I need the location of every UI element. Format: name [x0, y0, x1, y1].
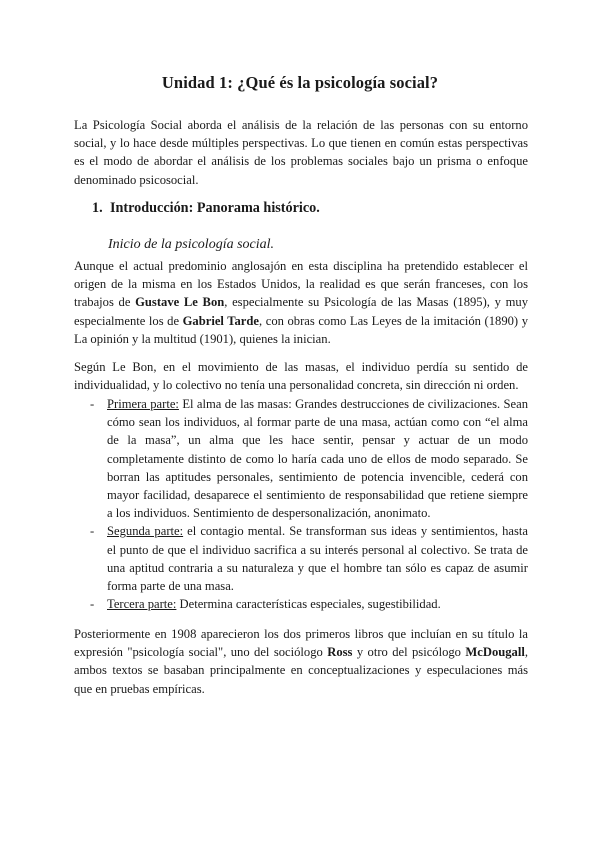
section-title: Introducción: Panorama histórico. [110, 200, 320, 216]
section-heading [92, 200, 320, 217]
author-mcdougall: McDougall [465, 645, 525, 660]
text-run: , especialmente su Psicología de las Masas (1895), y muy especialmente los de [74, 295, 528, 328]
list-dash: - [90, 397, 95, 411]
list-item [90, 595, 528, 613]
author-le-bon: Gustave Le Bon [135, 295, 225, 310]
paragraph-1908-text [74, 625, 528, 698]
part-label: Segunda parte: [107, 524, 184, 539]
section-number: 1. [92, 200, 103, 216]
author-ross: Ross [327, 645, 353, 660]
part-text: Determina características especiales, sugestibilidad. [176, 597, 441, 612]
paragraph-1908 [74, 625, 528, 698]
part-label: Tercera parte: [107, 597, 177, 612]
subsection-heading: Inicio de la psicología social. [108, 237, 275, 252]
text-run: Aunque el actual predominio anglosajón en esta disciplina ha pretendido establecer el origen de la misma en los Estados Unidos, la realidad es que serán franceses, con los trabajos de [74, 259, 528, 310]
intro-paragraph [74, 116, 528, 189]
paragraph-origins-text [74, 257, 528, 348]
text-run: , con obras como Las Leyes de la imitación (1890) y La opinión y la multitud (1901), quienes la inician. [74, 313, 529, 346]
list-dash: - [90, 597, 95, 612]
paragraph-origins [74, 257, 528, 348]
part-text: el contagio mental. Se transforman sus ideas y sentimientos, hasta el punto de que el individuo sacrifica a su interés personal al colectivo. Se trata de una aptitud contraria a su naturaleza y que el hombre tan sólo es capaz de asumir forma parte de una masa. [107, 524, 529, 594]
intro-text: La Psicología Social aborda el análisis de la relación de las personas con su entorno social, y lo hace desde múltiples perspectivas. Lo que tienen en común estas perspectivas es el modo de abordar el análisis de los problemas sociales bajo un prisma o enfoque denominado psicosocial. [74, 118, 528, 187]
list-dash: - [90, 524, 95, 539]
paragraph-le-bon [74, 358, 528, 394]
parts-list [90, 395, 528, 613]
list-item [90, 522, 528, 595]
author-tarde: Gabriel Tarde [182, 313, 259, 328]
page-title: Unidad 1: ¿Qué és la psicología social? [161, 73, 439, 92]
paragraph-le-bon-text: Según Le Bon, en el movimiento de las masas, el individuo perdía su sentido de individualidad, y lo colectivo no tenía una personalidad concreta, sin dirección ni orden. [74, 360, 528, 393]
text-run: Posteriormente en 1908 aparecieron los dos primeros libros que incluían en su título la expresión "psicología social", uno del sociólogo [74, 627, 528, 660]
text-run: y otro del psicólogo [352, 645, 466, 660]
part-label: Primera parte: [107, 397, 179, 411]
text-run: , ambos textos se basaban principalmente en conceptualizaciones y especulaciones más que en pruebas empíricas. [74, 645, 529, 696]
list-item [90, 395, 528, 522]
part-text: El alma de las masas: Grandes destrucciones de civilizaciones. Sean cómo sean los individuos, al formar parte de una masa, actúan como con “el alma de la masa”, un alma que les hace sentir, pensar y actuar de un modo completamente distinto de como lo haría cada uno de ellos de modo separado. Se borran las aptitudes personales, sentimiento de potencia invencible, cederá con mayor facilidad, desaparece el sentimiento de responsabilidad que retiene siempre a los individuos. Sentimiento de despersonalización, anonimato. [107, 397, 528, 521]
